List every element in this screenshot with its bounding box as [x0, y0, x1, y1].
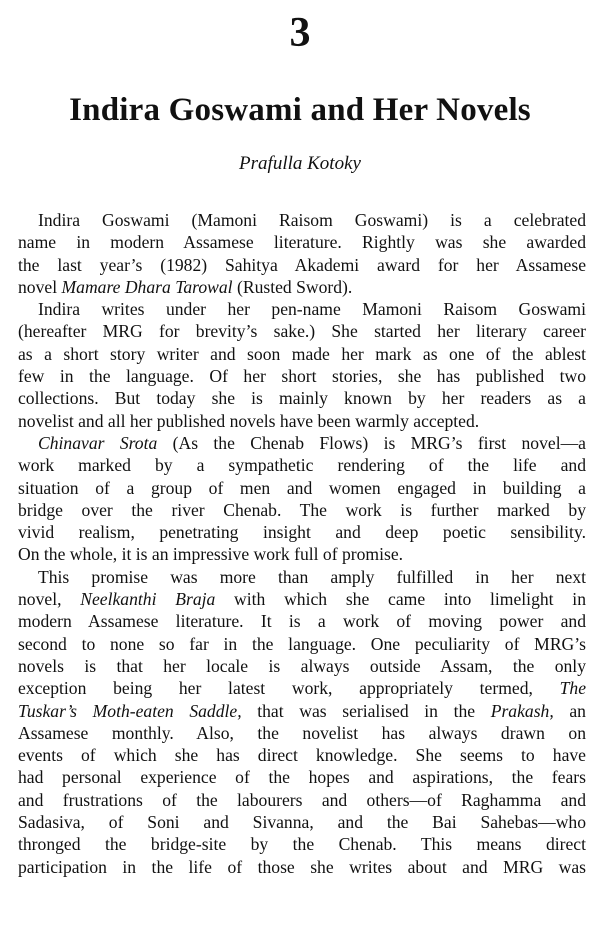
text-run: an: [553, 700, 586, 721]
text-run: and frustrations of the labourers and others—of Raghamma and: [18, 789, 586, 810]
chapter-number: 3: [289, 10, 311, 56]
paragraph: [18, 566, 586, 878]
text-run: modern Assamese literature. It is a work of moving power and: [18, 611, 586, 632]
chapter-author: Prafulla Kotoky: [239, 153, 361, 174]
text-run: had personal experience of the hopes and aspirations, the fears: [18, 767, 586, 788]
paragraph: [18, 298, 586, 432]
text-run: participation in the life of those she writes about and MRG was: [18, 856, 586, 877]
text-line: [18, 320, 586, 342]
text-run: vivid realism, penetrating insight and deep poetic sensibility.: [18, 522, 586, 543]
text-line: [18, 432, 586, 454]
text-line: [18, 856, 586, 878]
text-line: [18, 298, 586, 320]
text-line: [18, 365, 586, 387]
text-line: [18, 254, 586, 276]
text-line: [18, 276, 586, 298]
text-run: Indira Goswami (Mamoni Raisom Goswami) is a celebrated: [38, 210, 586, 230]
text-run: On the whole, it is an impressive work full of promise.: [18, 544, 404, 565]
text-run: This promise was more than amply fulfilled in her next: [38, 566, 586, 587]
text-run: thronged the bridge-site by the Chenab. This means direct: [18, 834, 586, 855]
text-line: [18, 655, 586, 677]
text-run: bridge over the river Chenab. The work is further marked by: [18, 499, 586, 520]
text-line: [18, 633, 586, 655]
paragraph: [18, 209, 586, 298]
text-line: [18, 521, 586, 543]
text-run: the last year’s (1982) Sahitya Akademi award for her Assamese: [18, 254, 586, 275]
text-run: Indira writes under her pen-name Mamoni Raisom Goswami: [38, 299, 586, 320]
text-run: (Rusted Sword).: [232, 276, 353, 297]
italic-title: Tuskar’s Moth-eaten Saddle,: [18, 700, 242, 721]
text-run: with which she came into limelight in: [215, 589, 586, 610]
text-line: [18, 543, 586, 565]
body-text: [18, 209, 586, 878]
text-line: [18, 811, 586, 833]
text-run: collections. But today she is mainly known by her readers as a: [18, 388, 586, 409]
text-run: name in modern Assamese literature. Rightly was she awarded: [18, 232, 586, 253]
italic-title: Mamare Dhara Tarowal: [61, 276, 233, 297]
text-run: novels is that her locale is always outside Assam, the only: [18, 655, 586, 676]
text-line: [18, 477, 586, 499]
text-line: [18, 454, 586, 476]
text-run: that was serialised in the: [241, 700, 491, 721]
text-run: Sadasiva, of Soni and Sivanna, and the Bai Sahebas—who: [18, 812, 586, 833]
text-run: (hereafter MRG for brevity’s sake.) She started her literary career: [18, 321, 586, 342]
text-line: [18, 610, 586, 632]
italic-title: The: [559, 678, 586, 699]
paragraph: [18, 432, 586, 566]
text-run: work marked by a sympathetic rendering of the life and: [18, 455, 586, 476]
text-line: [18, 833, 586, 855]
text-run: novelist and all her published novels have been warmly accepted.: [18, 410, 480, 431]
text-run: second to none so far in the language. One peculiarity of MRG’s: [18, 633, 586, 654]
text-line: [18, 410, 586, 432]
italic-title: Chinavar Srota: [38, 432, 158, 453]
text-line: [18, 231, 586, 253]
text-line: [18, 744, 586, 766]
chapter-title: Indira Goswami and Her Novels: [69, 92, 531, 128]
text-run: exception being her latest work, appropriately termed,: [18, 678, 560, 699]
text-line: [18, 343, 586, 365]
text-run: few in the language. Of her short stories, she has published two: [18, 366, 586, 387]
text-line: [18, 209, 586, 231]
text-line: [18, 588, 586, 610]
text-line: [18, 566, 586, 588]
italic-title: Prakash,: [490, 700, 554, 721]
text-line: [18, 387, 586, 409]
text-line: [18, 499, 586, 521]
italic-title: Neelkanthi Braja: [80, 589, 216, 610]
text-line: [18, 677, 586, 699]
text-run: situation of a group of men and women engaged in building a: [18, 477, 586, 498]
text-run: novel,: [18, 589, 81, 610]
text-run: Assamese monthly. Also, the novelist has always drawn on: [18, 722, 586, 743]
text-line: [18, 766, 586, 788]
text-line: [18, 700, 586, 722]
text-run: as a short story writer and soon made her mark as one of the ablest: [18, 343, 586, 364]
text-line: [18, 722, 586, 744]
text-run: novel: [18, 276, 62, 297]
text-run: (As the Chenab Flows) is MRG’s first novel—a: [157, 432, 586, 453]
text-line: [18, 789, 586, 811]
text-run: events of which she has direct knowledge. She seems to have: [18, 745, 586, 766]
